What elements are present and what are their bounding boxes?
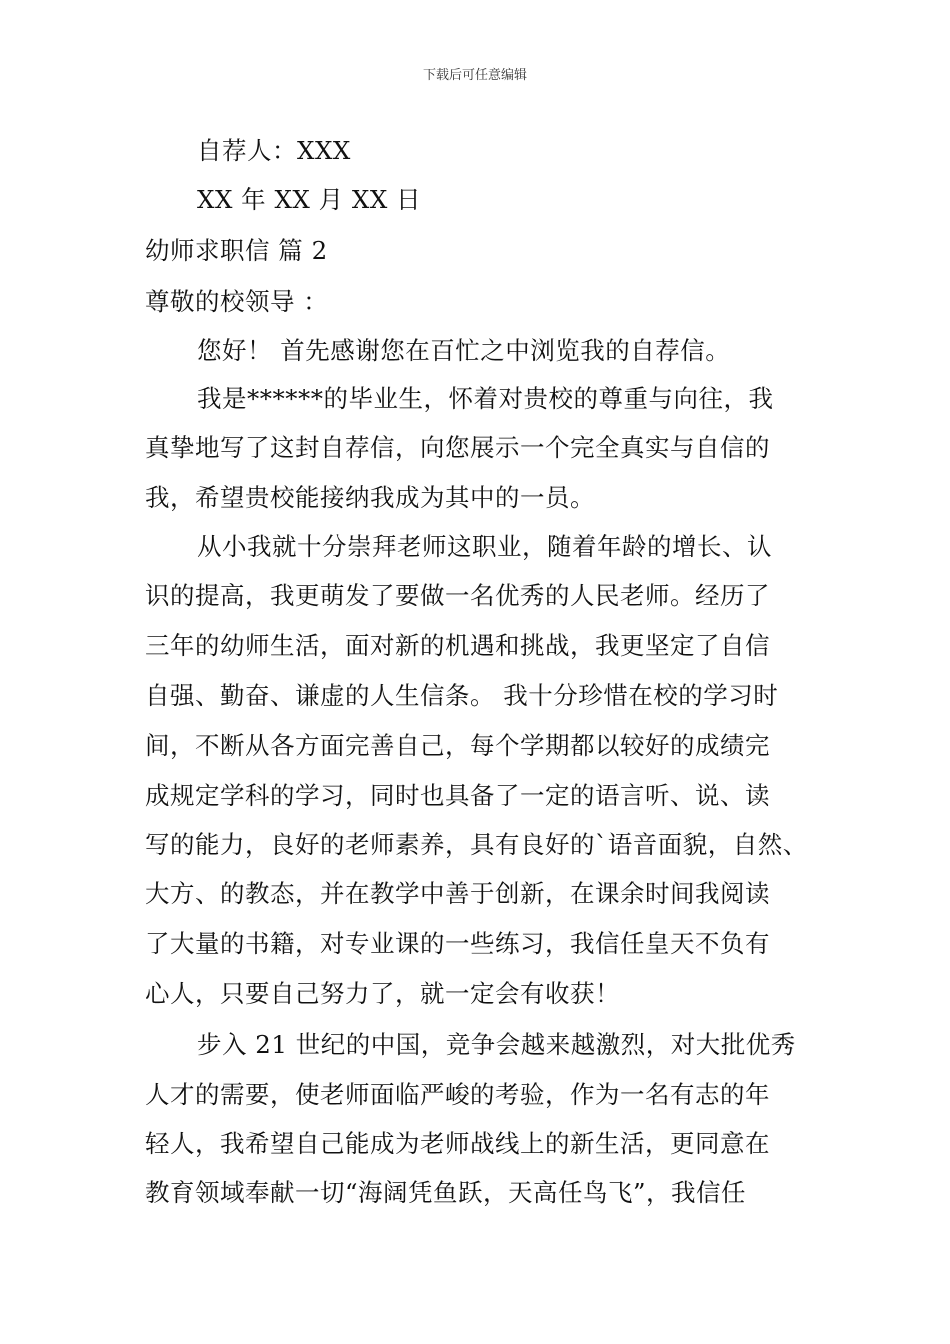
text-line: 我，希望贵校能接纳我成为其中的一员。 <box>145 483 595 512</box>
text-line: XX 年 XX 月 XX 日 <box>197 185 422 214</box>
text-line: 我是******的毕业生，怀着对贵校的尊重与向往，我 <box>197 384 774 413</box>
text-line: 人才的需要，使老师面临严峻的考验，作为一名有志的年 <box>145 1080 770 1109</box>
text-line: 大方、的教态，并在教学中善于创新，在课余时间我阅读 <box>145 879 770 908</box>
page-header: 下载后可任意编辑 <box>422 68 527 83</box>
text-line: 自荐人：XXX <box>197 136 351 165</box>
text-line: 自强、勤奋、谦虚的人生信条。 我十分珍惜在校的学习时 <box>145 681 779 710</box>
text-line: 尊敬的校领导 ： <box>145 287 329 316</box>
text-line: 写的能力，良好的老师素养，具有良好的`语音面貌，自然、 <box>145 830 808 859</box>
text-line: 三年的幼师生活，面对新的机遇和挑战，我更坚定了自信 <box>145 631 770 660</box>
text-line: 教育领域奉献一切“海阔凭鱼跃，天高任鸟飞”，我信任 <box>145 1178 747 1207</box>
text-line: 了大量的书籍，对专业课的一些练习，我信任皇天不负有 <box>145 929 770 958</box>
text-line: 间，不断从各方面完善自己，每个学期都以较好的成绩完 <box>145 731 770 760</box>
text-line: 识的提高，我更萌发了要做一名优秀的人民老师。经历了 <box>145 581 770 610</box>
text-line: 您好！ 首先感谢您在百忙之中浏览我的自荐信。 <box>197 336 731 365</box>
text-line: 真挚地写了这封自荐信，向您展示一个完全真实与自信的 <box>145 433 770 462</box>
text-line: 幼师求职信 篇 2 <box>145 236 328 265</box>
text-line: 从小我就十分崇拜老师这职业，随着年龄的增长、认 <box>197 532 772 561</box>
text-line: 轻人，我希望自己能成为老师战线上的新生活，更同意在 <box>145 1129 770 1158</box>
text-line: 成规定学科的学习，同时也具备了一定的语言听、说、读 <box>145 781 770 810</box>
text-line: 心人，只要自己努力了，就一定会有收获！ <box>145 979 620 1008</box>
text-line: 步入 21 世纪的中国，竞争会越来越激烈，对大批优秀 <box>197 1030 796 1059</box>
